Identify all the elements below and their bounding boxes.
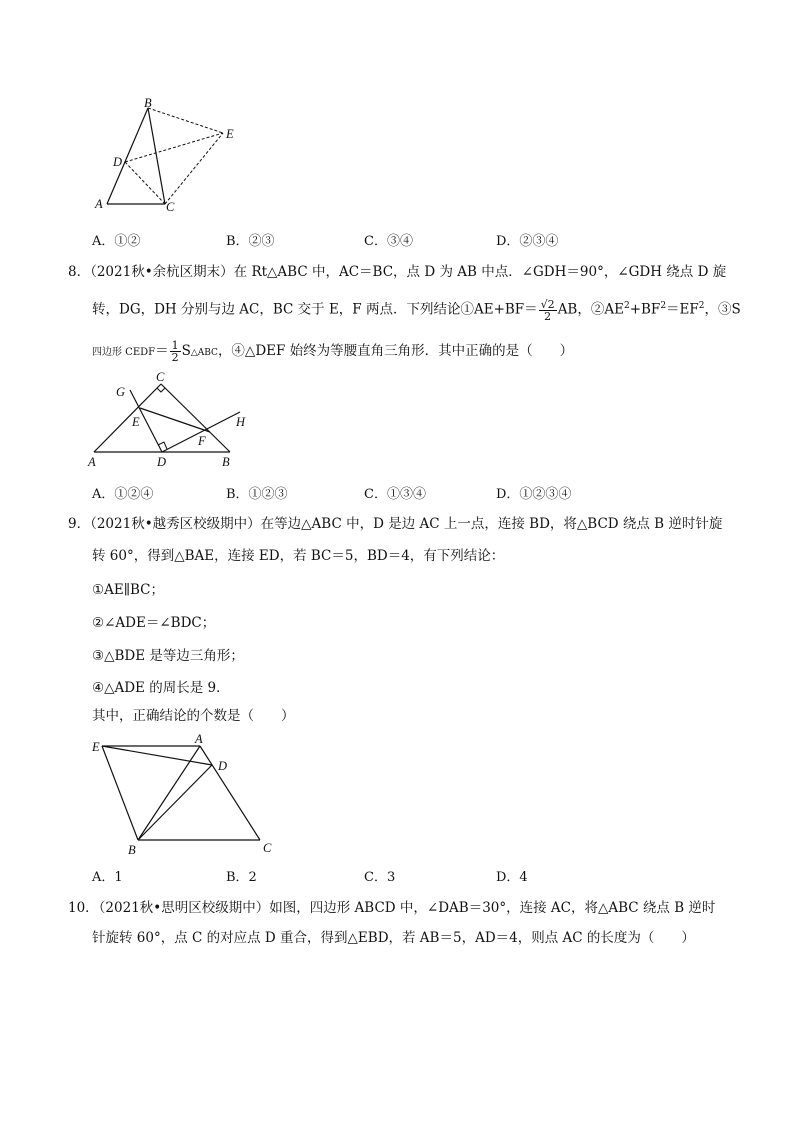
q8-text-3a: ＝ [155, 343, 169, 359]
q7-option-d[interactable]: D．②③④ [496, 234, 559, 249]
q10-line-2 [92, 928, 695, 948]
q9-text-c4: ④△ADE 的周长是 9． [92, 680, 230, 696]
label-e: E [92, 740, 100, 754]
q9-option-d[interactable]: D．4 [496, 870, 528, 885]
q8-text-2e: ，③S [704, 301, 741, 318]
q8-line-3 [92, 340, 573, 363]
label-c: C [263, 841, 272, 855]
segment-de [125, 133, 223, 162]
label-a: A [88, 455, 96, 469]
q8-text-2d: ＝EF [666, 301, 699, 318]
q9-text-c3: ③△BDE 是等边三角形； [92, 648, 244, 664]
label-b: B [222, 455, 230, 469]
q8-text-2a: 转，DG，DH 分别与边 AC，BC 交于 E，F 两点．下列结论①AE+BF＝ [92, 301, 538, 318]
q9-conclusion-1 [92, 580, 164, 600]
q7-options [92, 230, 732, 250]
figure-q7 [88, 96, 248, 216]
q9-question [92, 706, 295, 726]
fraction-sqrt2-over-2 [539, 299, 557, 322]
label-c: C [166, 200, 175, 214]
label-d: D [113, 155, 123, 169]
q10-text-1: 10．（2021秋•思明区校级期中）如图，四边形 ABCD 中，∠DAB＝30°，连接 AC，将△ABC 绕点 B 逆时 [68, 900, 716, 916]
q9-text-1: 9．（2021秋•越秀区校级期中）在等边△ABC 中，D 是边 AC 上一点，连接 BD，将△BCD 绕点 B 逆时针旋 [68, 516, 723, 532]
q9-line-2 [92, 546, 504, 566]
fraction-one-half [170, 340, 181, 363]
q8-text-2c: +BF [629, 301, 661, 318]
q9-text-2: 转 60°，得到△BAE，连接 ED，若 BC＝5，BD＝4，有下列结论： [92, 548, 505, 564]
q8-line-2 [92, 296, 741, 322]
label-e: E [226, 127, 234, 141]
label-b: B [144, 96, 152, 110]
subscript-triangle: △ABC [190, 348, 218, 358]
segment-ac [200, 746, 260, 840]
figure-q8 [86, 370, 266, 470]
q8-line-1 [68, 262, 726, 282]
figure-q9 [88, 732, 288, 860]
q7-option-b[interactable]: B．②③ [226, 234, 275, 249]
label-a: A [195, 732, 203, 746]
label-b: B [128, 843, 136, 857]
segment-cb [161, 384, 230, 452]
q9-conclusion-2 [92, 613, 215, 633]
q9-text-ask: 其中，正确结论的个数是（ ） [92, 708, 295, 724]
superscript: 2 [623, 301, 630, 311]
q8-text-3c: ，④△DEF 始终为等腰直角三角形．其中正确的是（ ） [217, 343, 574, 359]
label-f: F [198, 434, 206, 448]
q9-text-c2: ②∠ADE＝∠BDC； [92, 615, 216, 631]
segment-bc [148, 108, 165, 204]
segment-ac [94, 384, 161, 452]
label-e: E [132, 415, 140, 429]
q10-line-1 [68, 898, 715, 918]
label-d: D [157, 455, 167, 469]
q10-text-2: 针旋转 60°，点 C 的对应点 D 重合，得到△EBD，若 AB＝5，AD＝4，则点 AC 的长度为（ ） [92, 930, 695, 946]
fraction-denominator: 2 [171, 351, 179, 364]
segment-ce [165, 133, 223, 204]
label-g: G [116, 385, 126, 399]
q8-options [92, 483, 732, 503]
q8-option-a[interactable]: A．①②④ [92, 487, 154, 502]
q9-option-b[interactable]: B．2 [226, 870, 257, 885]
q8-option-c[interactable]: C．①③④ [364, 487, 426, 502]
segment-bd [138, 765, 212, 840]
fraction-denominator: 2 [544, 309, 552, 323]
fraction-numerator: √2 [540, 297, 555, 311]
segment-eb [102, 746, 138, 840]
segment-ed [102, 746, 212, 765]
q7-option-a[interactable]: A．①② [92, 234, 141, 249]
q9-line-1 [68, 514, 722, 534]
right-angle-mark-c [157, 388, 165, 392]
segment-ef [140, 408, 210, 432]
label-c: C [156, 370, 165, 384]
q8-text-3b: S [181, 343, 191, 359]
q9-conclusion-3 [92, 646, 244, 666]
segment-ba [138, 746, 200, 840]
q9-option-c[interactable]: C．3 [364, 870, 396, 885]
segment-be [148, 108, 223, 133]
superscript: 2 [698, 301, 705, 311]
q8-option-d[interactable]: D．①②③④ [496, 487, 572, 502]
label-h: H [236, 415, 246, 429]
q8-text-2b: AB，②AE [557, 301, 624, 318]
q9-options [92, 866, 732, 886]
q9-conclusion-4 [92, 678, 230, 698]
q9-text-c1: ①AE∥BC； [92, 582, 164, 598]
subscript-quadrilateral: 四边形 CEDF [92, 347, 156, 358]
q7-option-c[interactable]: C．③④ [364, 234, 413, 249]
q8-text-1: 8．（2021秋•余杭区期末）在 Rt△ABC 中，AC＝BC，点 D 为 AB 中点．∠GDH＝90°，∠GDH 绕点 D 旋 [68, 264, 727, 280]
q9-option-a[interactable]: A．1 [92, 870, 123, 885]
fraction-numerator: 1 [171, 339, 179, 352]
label-d: D [218, 759, 228, 773]
label-a: A [95, 197, 103, 211]
q8-option-b[interactable]: B．①②③ [226, 487, 288, 502]
superscript: 2 [660, 301, 667, 311]
